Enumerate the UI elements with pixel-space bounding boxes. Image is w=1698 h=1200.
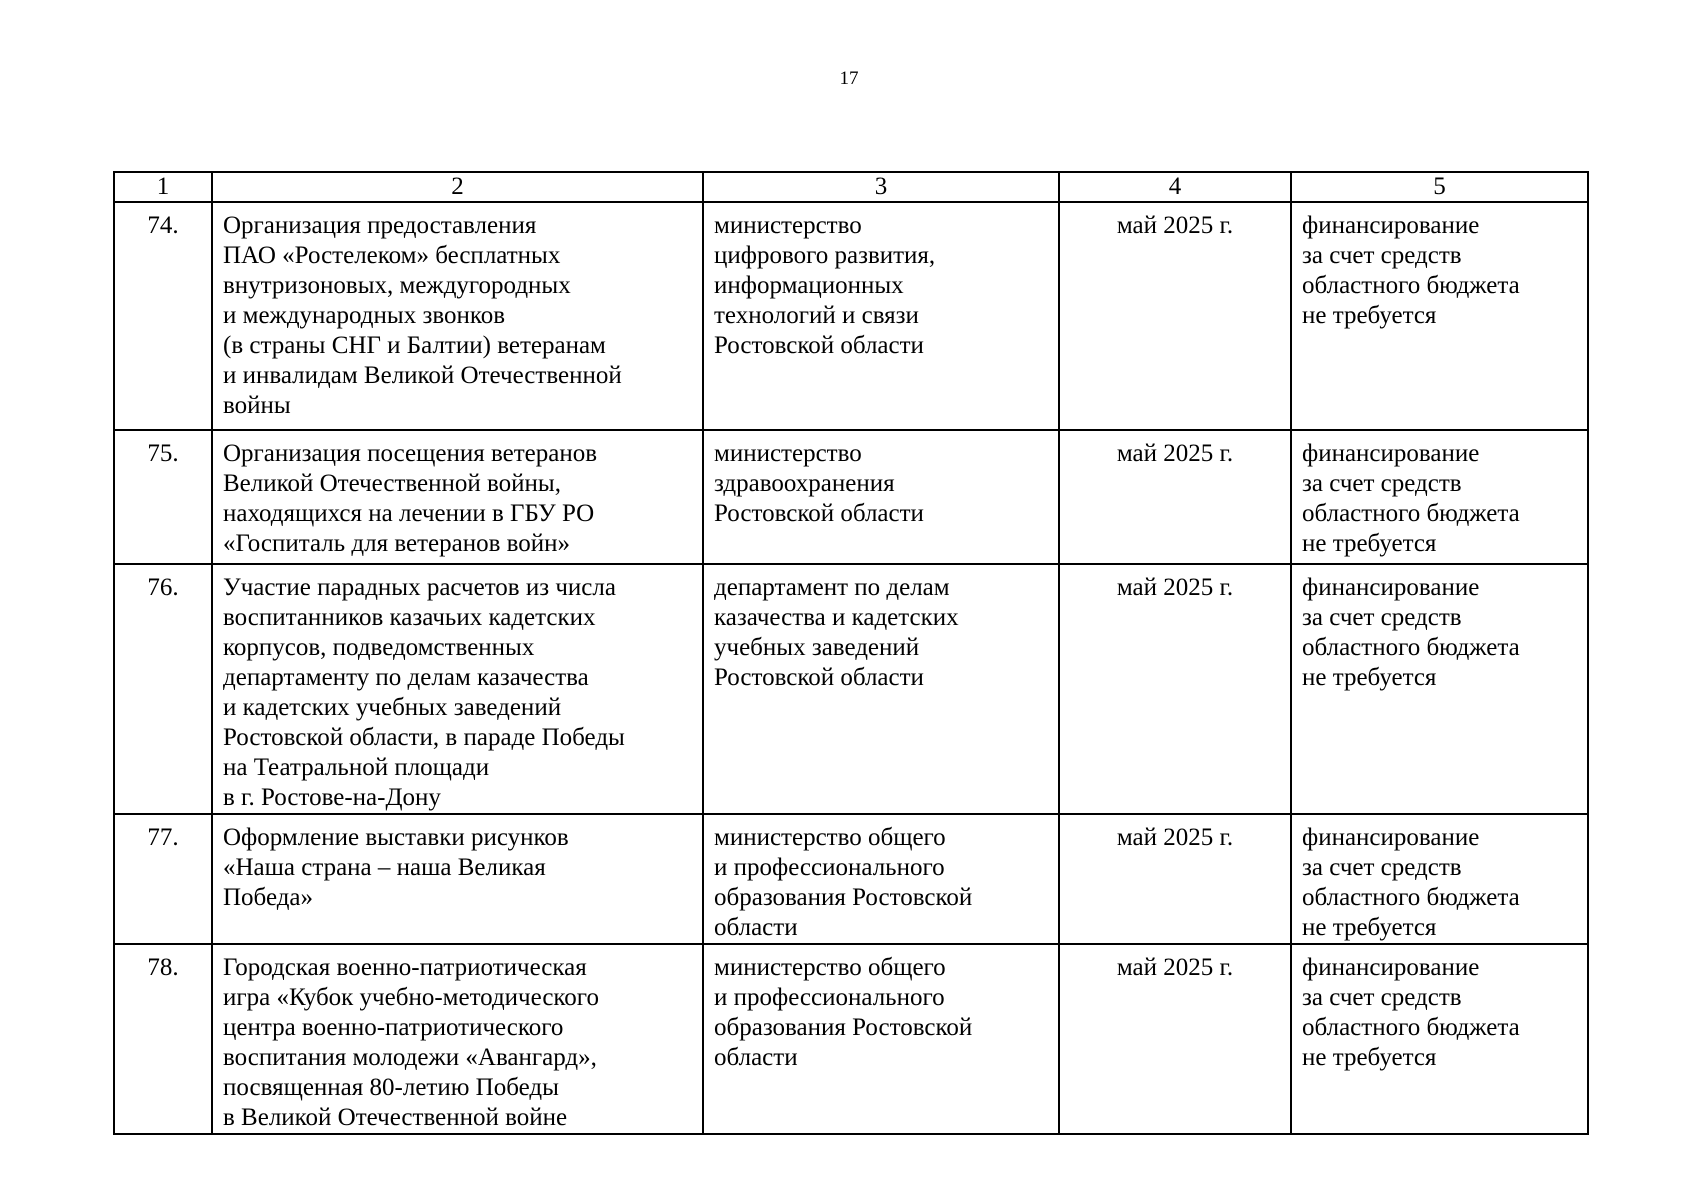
events-table bbox=[113, 171, 1589, 1135]
row-number: 76. bbox=[114, 564, 212, 814]
table-row bbox=[114, 564, 1588, 814]
responsible-body: министерство цифрового развития, информационных технологий и связи Ростовской области bbox=[703, 202, 1059, 430]
event-date: май 2025 г. bbox=[1059, 202, 1291, 430]
responsible-body: министерство здравоохранения Ростовской области bbox=[703, 430, 1059, 564]
table-row bbox=[114, 814, 1588, 944]
table-row bbox=[114, 944, 1588, 1134]
table-row bbox=[114, 430, 1588, 564]
event-date: май 2025 г. bbox=[1059, 814, 1291, 944]
row-number: 75. bbox=[114, 430, 212, 564]
funding-note: финансирование за счет средств областного бюджета не требуется bbox=[1291, 202, 1588, 430]
funding-note: финансирование за счет средств областного бюджета не требуется bbox=[1291, 564, 1588, 814]
row-number: 77. bbox=[114, 814, 212, 944]
table-header-row bbox=[114, 172, 1588, 202]
event-date: май 2025 г. bbox=[1059, 944, 1291, 1134]
funding-note: финансирование за счет средств областного бюджета не требуется bbox=[1291, 814, 1588, 944]
column-header-2: 2 bbox=[212, 172, 703, 202]
event-description: Оформление выставки рисунков «Наша страна – наша Великая Победа» bbox=[212, 814, 703, 944]
funding-note: финансирование за счет средств областного бюджета не требуется bbox=[1291, 944, 1588, 1134]
event-description: Организация предоставления ПАО «Ростелеком» бесплатных внутризоновых, междугородных и международных звонков (в страны СНГ и Балтии) ветеранам и инвалидам Великой Отечественной войны bbox=[212, 202, 703, 430]
row-number: 74. bbox=[114, 202, 212, 430]
event-date: май 2025 г. bbox=[1059, 430, 1291, 564]
funding-note: финансирование за счет средств областного бюджета не требуется bbox=[1291, 430, 1588, 564]
page-number: 17 bbox=[839, 68, 859, 89]
responsible-body: департамент по делам казачества и кадетских учебных заведений Ростовской области bbox=[703, 564, 1059, 814]
event-description: Участие парадных расчетов из числа воспитанников казачьих кадетских корпусов, подведомственных департаменту по делам казачества и кадетских учебных заведений Ростовской области, в параде Победы на Театральной площади в г. Ростове-на-Дону bbox=[212, 564, 703, 814]
responsible-body: министерство общего и профессионального образования Ростовской области bbox=[703, 814, 1059, 944]
event-date: май 2025 г. bbox=[1059, 564, 1291, 814]
row-number: 78. bbox=[114, 944, 212, 1134]
table-row bbox=[114, 202, 1588, 430]
responsible-body: министерство общего и профессионального образования Ростовской области bbox=[703, 944, 1059, 1134]
column-header-3: 3 bbox=[703, 172, 1059, 202]
column-header-4: 4 bbox=[1059, 172, 1291, 202]
event-description: Организация посещения ветеранов Великой Отечественной войны, находящихся на лечении в ГБУ РО «Госпиталь для ветеранов войн» bbox=[212, 430, 703, 564]
column-header-5: 5 bbox=[1291, 172, 1588, 202]
column-header-1: 1 bbox=[114, 172, 212, 202]
event-description: Городская военно-патриотическая игра «Кубок учебно-методического центра военно-патриотического воспитания молодежи «Авангард», посвященная 80-летию Победы в Великой Отечественной войне bbox=[212, 944, 703, 1134]
